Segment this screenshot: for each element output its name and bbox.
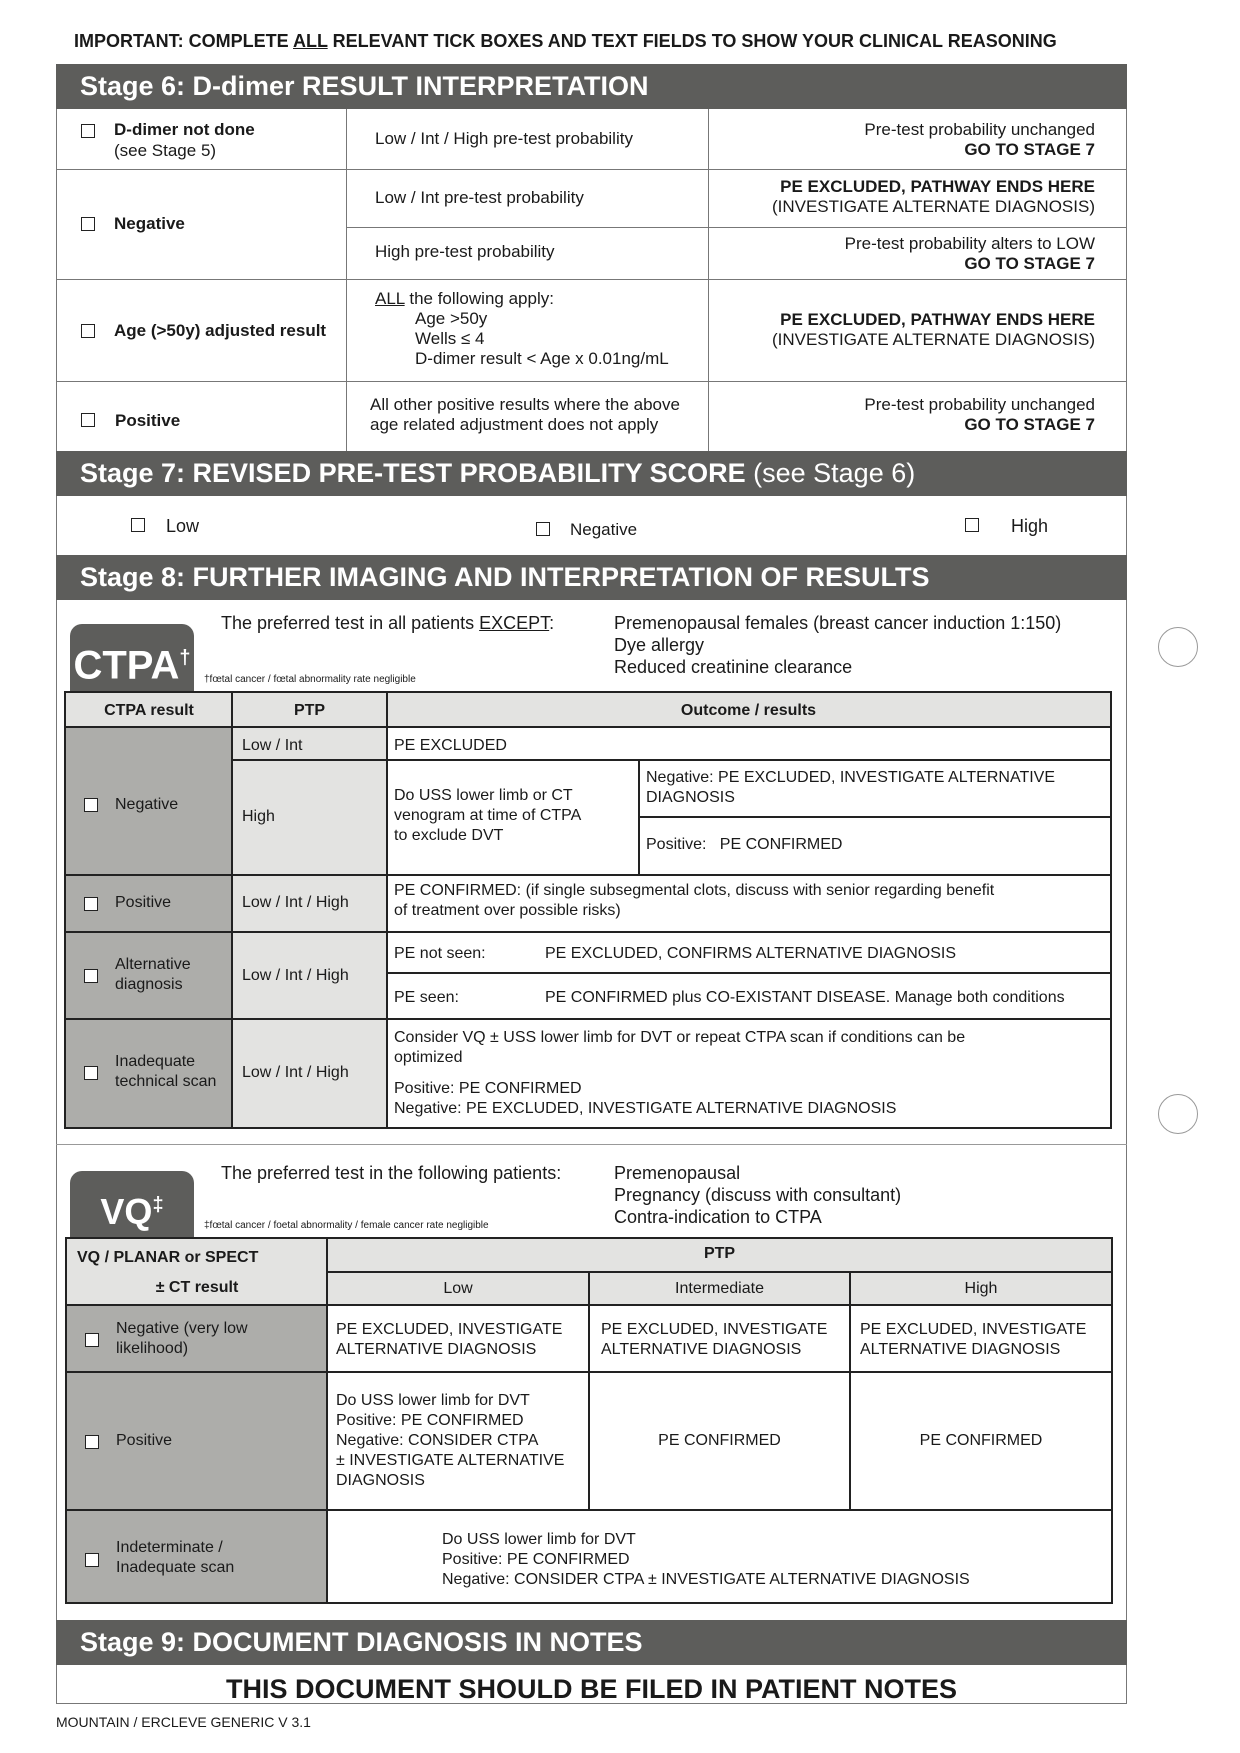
divider — [66, 1018, 1110, 1020]
vq-positive-checkbox[interactable] — [85, 1435, 99, 1449]
row4-ptp: All other positive results where the above age related adjustment does not apply — [370, 395, 680, 434]
row2-outcome-b: Pre-test probability alters to LOW GO TO STAGE 7 — [844, 234, 1095, 273]
ctpa-positive-checkbox[interactable] — [84, 897, 98, 911]
divider — [232, 759, 1110, 761]
divider — [849, 1272, 851, 1510]
ctpa-header-outcome: Outcome / results — [680, 702, 817, 719]
ctpa-alt-not-seen-label: PE not seen: — [394, 945, 486, 962]
vq-positive-low: Do USS lower limb for DVT Positive: PE CONFIRMED Negative: CONSIDER CTPA ± INVESTIGATE ALTERNATIVE DIAGNOSIS — [336, 1392, 565, 1489]
ctpa-header-ptp: PTP — [293, 702, 326, 719]
divider — [66, 931, 1110, 933]
divider — [56, 381, 1127, 382]
ctpa-inadequate-results: Positive: PE CONFIRMED Negative: PE EXCLUDED, INVESTIGATE ALTERNATIVE DIAGNOSIS — [394, 1080, 897, 1117]
vq-header-low: Low — [443, 1280, 473, 1297]
row4-outcome: Pre-test probability unchanged GO TO STAGE 7 — [864, 395, 1095, 434]
ctpa-neg-do-uss: Do USS lower limb or CT venogram at time of CTPA to exclude DVT — [394, 787, 582, 844]
vq-preferred-patients: Premenopausal Pregnancy (discuss with consultant) Contra-indication to CTPA — [614, 1163, 902, 1227]
vq-indeterminate-label: Indeterminate / Inadequate scan — [116, 1539, 235, 1576]
age-adjusted-label: Age (>50y) adjusted result — [114, 321, 327, 340]
revised-high-label: High — [1011, 516, 1049, 536]
revised-low-label: Low — [166, 516, 200, 536]
negative-checkbox[interactable] — [81, 217, 95, 231]
ctpa-inadequate-checkbox[interactable] — [84, 1066, 98, 1080]
binder-hole-top — [1158, 627, 1198, 667]
row2-ptp-a: Low / Int pre-test probability — [375, 188, 584, 207]
vq-header-result-line2: ± CT result — [155, 1279, 239, 1296]
ctpa-positive-label: Positive — [115, 894, 172, 911]
row3-outcome: PE EXCLUDED, PATHWAY ENDS HERE (INVESTIGATE ALTERNATE DIAGNOSIS) — [771, 310, 1095, 349]
stage6-header: Stage 6: D-dimer RESULT INTERPRETATION — [56, 64, 1127, 109]
ctpa-neg-outcome-low: PE EXCLUDED — [394, 737, 507, 754]
vq-tab: VQ‡ — [70, 1171, 194, 1239]
ctpa-inadequate-outcome: Consider VQ ± USS lower limb for DVT or repeat CTPA scan if conditions can be optimized — [394, 1029, 966, 1066]
ctpa-alt-seen-label: PE seen: — [394, 989, 459, 1006]
negative-label: Negative — [114, 214, 185, 233]
vq-indeterminate-outcome: Do USS lower limb for DVT Positive: PE CONFIRMED Negative: CONSIDER CTPA ± INVESTIGATE ALTERNATIVE DIAGNOSIS — [442, 1531, 970, 1588]
vq-header-result-line1: VQ / PLANAR or SPECT — [77, 1249, 259, 1266]
ctpa-neg-result-negative: Negative: PE EXCLUDED, INVESTIGATE ALTERNATIVE DIAGNOSIS — [646, 769, 1056, 806]
positive-label: Positive — [115, 411, 181, 430]
file-in-notes-notice: THIS DOCUMENT SHOULD BE FILED IN PATIENT NOTES — [225, 1674, 957, 1704]
ctpa-intro: The preferred test in all patients EXCEPT: — [221, 613, 555, 633]
d-dimer-not-done-checkbox[interactable] — [81, 124, 95, 138]
vq-negative-high: PE EXCLUDED, INVESTIGATE ALTERNATIVE DIAGNOSIS — [860, 1321, 1087, 1358]
divider — [346, 109, 347, 451]
vq-positive-high: PE CONFIRMED — [919, 1432, 1043, 1449]
divider — [56, 169, 1127, 170]
ctpa-alternative-ptp: Low / Int / High — [242, 967, 349, 984]
ctpa-positive-outcome: PE CONFIRMED: (if single subsegmental clots, discuss with senior regarding benefit of treatment over possible risks) — [394, 882, 995, 919]
divider — [639, 816, 1110, 818]
age-criteria: ALL the following apply: Age >50y Wells ≤ 4 D-dimer result < Age x 0.01ng/mL — [375, 289, 669, 368]
ctpa-header-result: CTPA result — [104, 702, 194, 719]
ctpa-neg-ptp-low: Low / Int — [242, 737, 303, 754]
version-footer: MOUNTAIN / ERCLEVE GENERIC V 3.1 — [56, 1714, 311, 1730]
positive-checkbox[interactable] — [81, 413, 95, 427]
ctpa-negative-label: Negative — [115, 796, 179, 813]
ctpa-tab: CTPA† — [70, 624, 194, 692]
divider — [588, 1272, 590, 1510]
stage7-header: Stage 7: REVISED PRE-TEST PROBABILITY SCORE (see Stage 6) — [56, 451, 1127, 496]
ctpa-inadequate-label: Inadequate technical scan — [115, 1053, 217, 1090]
ctpa-alt-seen-value: PE CONFIRMED plus CO-EXISTANT DISEASE. Manage both conditions — [545, 989, 1065, 1006]
vq-negative-low: PE EXCLUDED, INVESTIGATE ALTERNATIVE DIAGNOSIS — [336, 1321, 563, 1358]
vq-negative-label: Negative (very low likelihood) — [116, 1320, 248, 1357]
ctpa-inadequate-ptp: Low / Int / High — [242, 1064, 349, 1081]
ctpa-exceptions: Premenopausal females (breast cancer induction 1:150) Dye allergy Reduced creatinine clearance — [614, 613, 1062, 677]
ctpa-negative-checkbox[interactable] — [84, 798, 98, 812]
d-dimer-not-done-label: D-dimer not done — [114, 120, 255, 139]
vq-indeterminate-checkbox[interactable] — [85, 1553, 99, 1567]
stage9-header: Stage 9: DOCUMENT DIAGNOSIS IN NOTES — [56, 1620, 1127, 1665]
revised-high-checkbox[interactable] — [965, 518, 979, 532]
divider — [66, 726, 1110, 728]
ctpa-neg-result-positive: Positive: PE CONFIRMED — [646, 836, 843, 853]
vq-positive-intermediate: PE CONFIRMED — [658, 1432, 781, 1449]
ctpa-alternative-checkbox[interactable] — [84, 969, 98, 983]
divider — [708, 109, 709, 451]
age-adjusted-checkbox[interactable] — [81, 324, 95, 338]
vq-header-intermediate: Intermediate — [675, 1280, 764, 1297]
vq-positive-label: Positive — [116, 1432, 173, 1449]
row1-outcome: Pre-test probability unchanged GO TO STAGE 7 — [864, 120, 1095, 159]
ctpa-footnote: †fœtal cancer / fœtal abnormality rate negligible — [204, 674, 416, 685]
revised-negative-checkbox[interactable] — [536, 522, 550, 536]
vq-header-high: High — [964, 1280, 998, 1297]
ctpa-positive-ptp: Low / Int / High — [242, 894, 349, 911]
revised-low-checkbox[interactable] — [131, 518, 145, 532]
d-dimer-not-done-sub: (see Stage 5) — [114, 141, 217, 160]
divider — [346, 227, 1127, 228]
vq-header-ptp-label: PTP — [703, 1245, 736, 1262]
vq-intro: The preferred test in the following patients: — [221, 1163, 562, 1183]
revised-negative-label: Negative — [570, 520, 638, 539]
ctpa-alt-not-seen-value: PE EXCLUDED, CONFIRMS ALTERNATIVE DIAGNOSIS — [545, 945, 957, 962]
divider — [387, 972, 1110, 974]
divider — [326, 1239, 328, 1602]
binder-hole-bottom — [1158, 1094, 1198, 1134]
row2-outcome-a: PE EXCLUDED, PATHWAY ENDS HERE (INVESTIGATE ALTERNATE DIAGNOSIS) — [771, 177, 1095, 216]
divider — [67, 1304, 1111, 1306]
ctpa-alternative-label: Alternative diagnosis — [115, 956, 191, 993]
vq-footnote: ‡fœtal cancer / foetal abnormality / female cancer rate negligible — [204, 1220, 489, 1231]
divider — [67, 1509, 1111, 1511]
divider — [66, 874, 1110, 876]
divider — [67, 1371, 1111, 1373]
top-notice: IMPORTANT: COMPLETE ALL RELEVANT TICK BOXES AND TEXT FIELDS TO SHOW YOUR CLINICAL REASONING — [74, 31, 1057, 51]
stage8-header: Stage 8: FURTHER IMAGING AND INTERPRETATION OF RESULTS — [56, 555, 1127, 600]
divider — [56, 1144, 1127, 1145]
row2-ptp-b: High pre-test probability — [375, 242, 555, 261]
ctpa-neg-ptp-high: High — [242, 808, 275, 825]
vq-negative-intermediate: PE EXCLUDED, INVESTIGATE ALTERNATIVE DIAGNOSIS — [601, 1321, 828, 1358]
divider — [328, 1271, 1111, 1273]
row1-ptp: Low / Int / High pre-test probability — [375, 129, 633, 148]
vq-negative-checkbox[interactable] — [85, 1333, 99, 1347]
divider — [56, 279, 1127, 280]
